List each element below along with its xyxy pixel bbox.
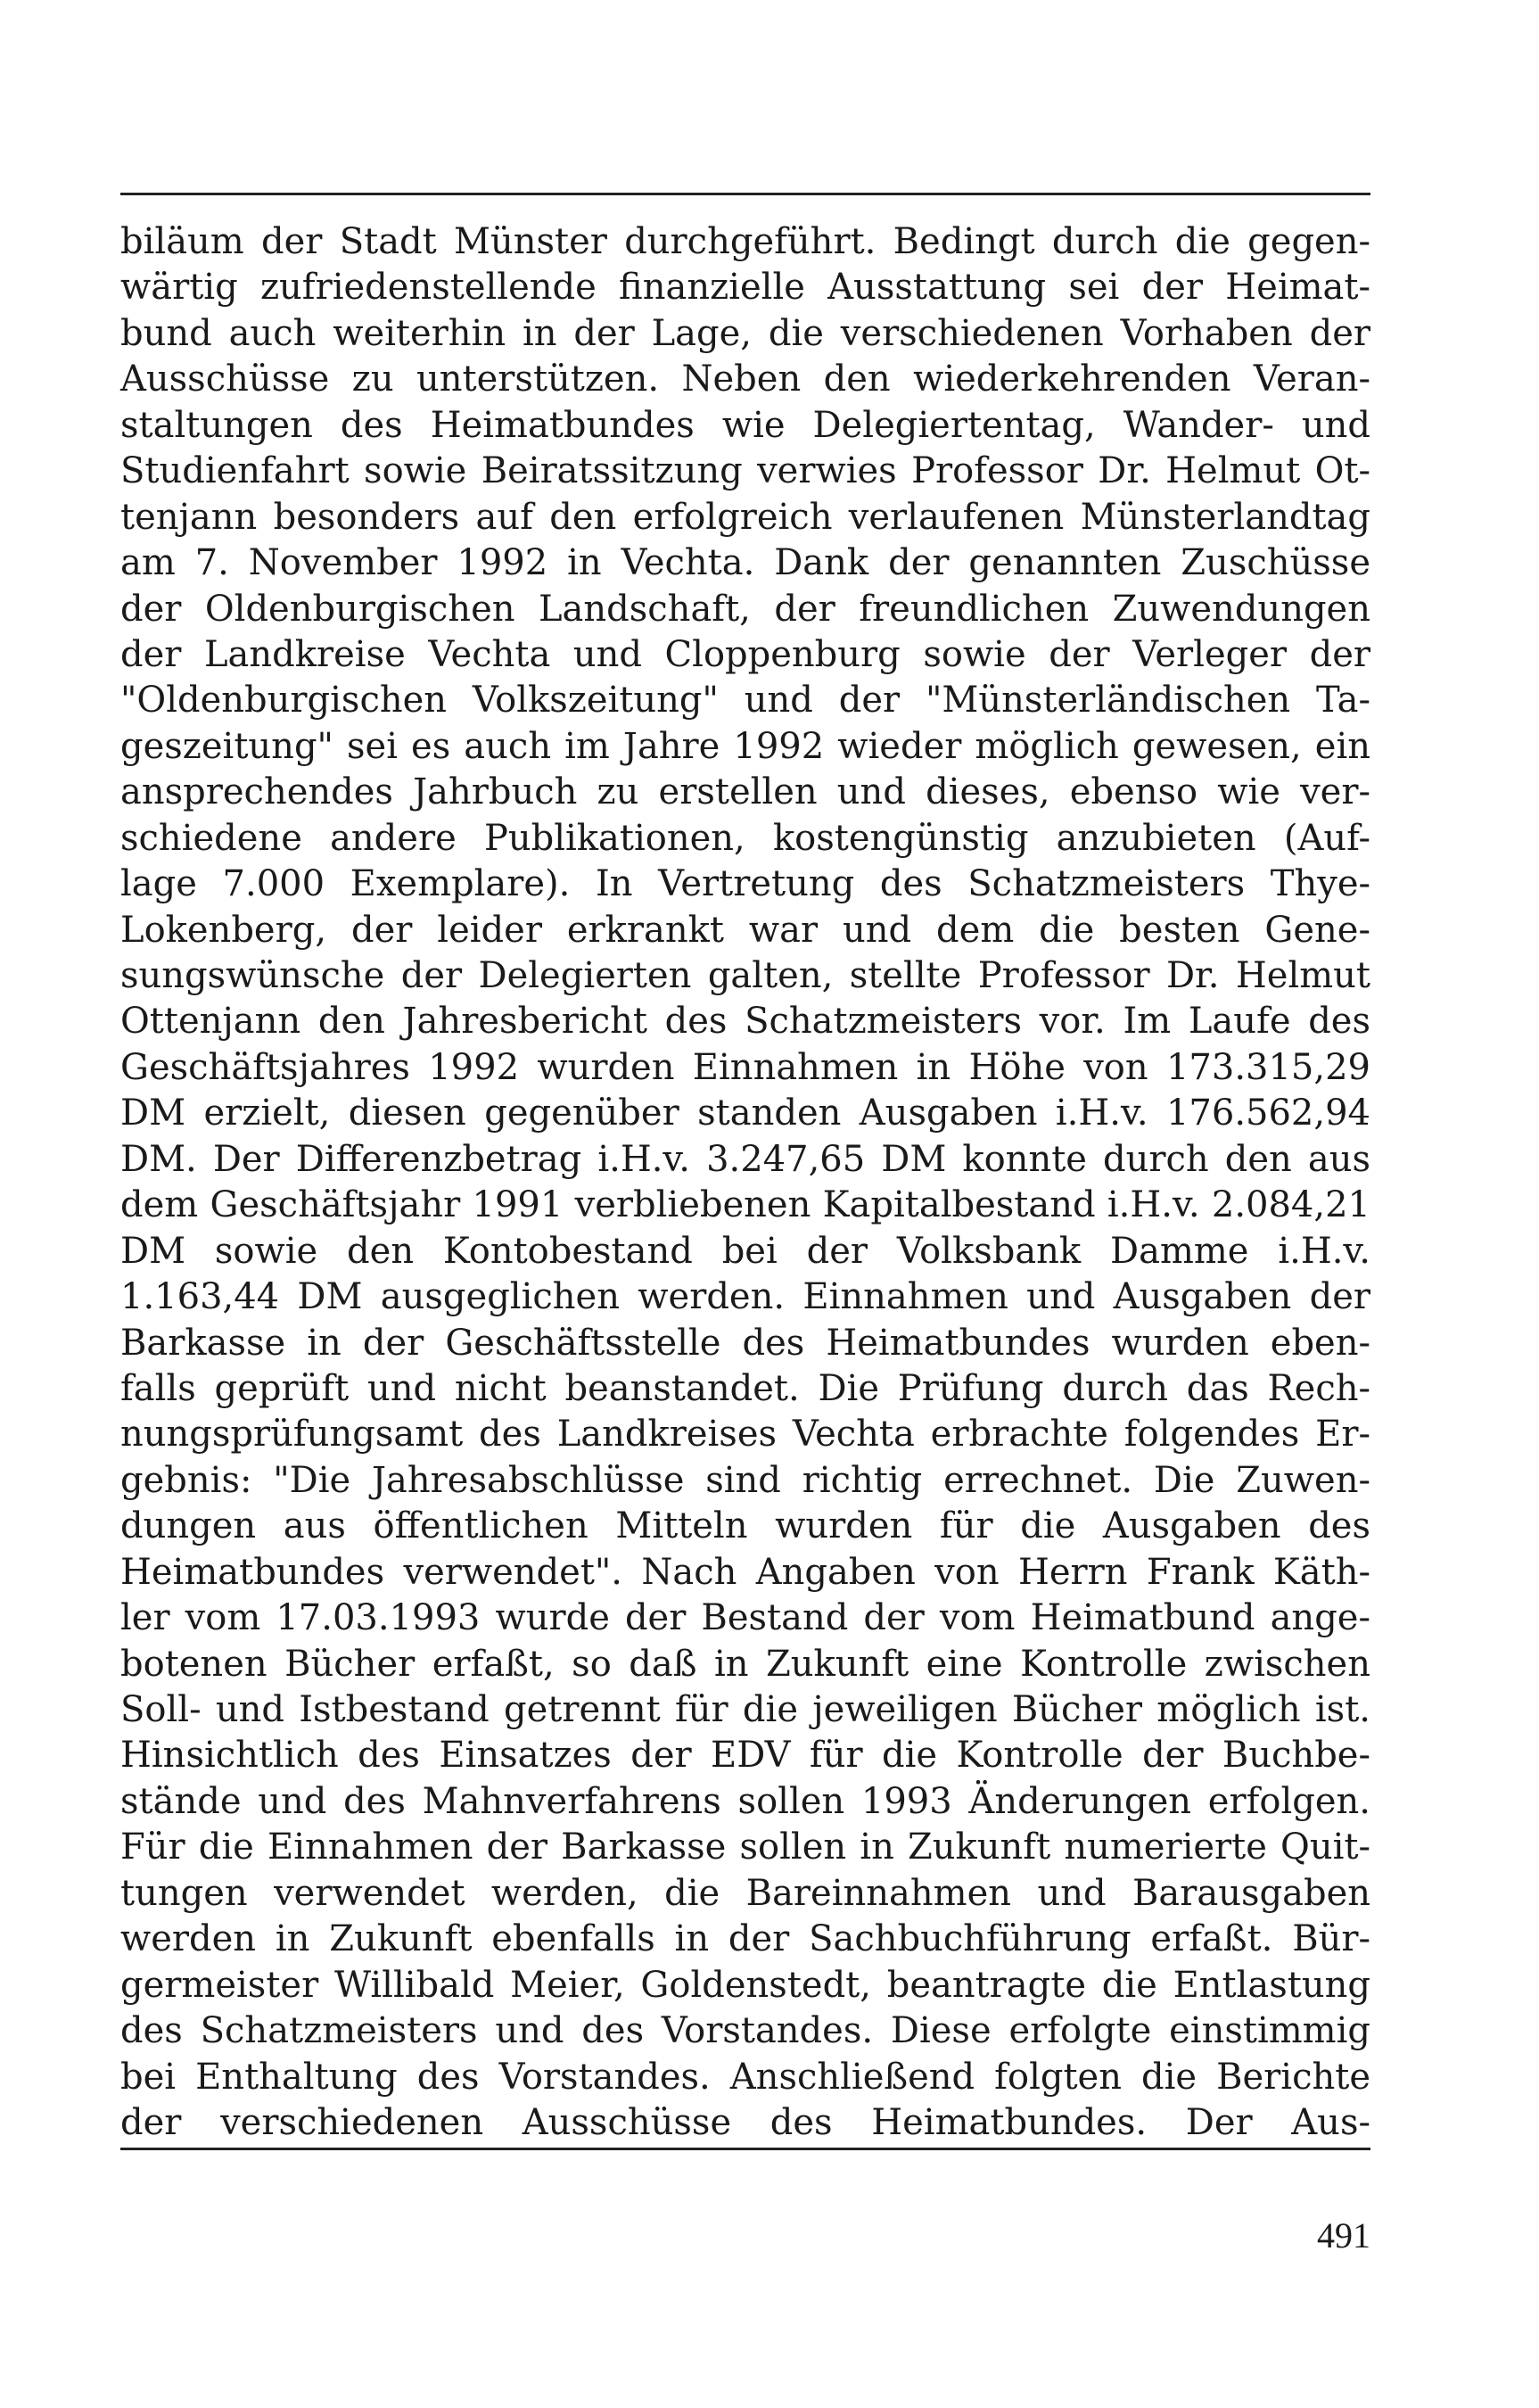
text-line: "Oldenburgischen Volkszeitung" und der "Münsterländischen Ta- <box>120 680 1370 722</box>
text-line: dem Geschäftsjahr 1991 verbliebenen Kapitalbestand i.H.v. 2.084,21 <box>120 1184 1370 1226</box>
text-line: des Schatzmeisters und des Vorstandes. Diese erfolgte einstimmig <box>120 2010 1370 2052</box>
text-line: biläum der Stadt Münster durchgeführt. Bedingt durch die gegen- <box>120 221 1370 262</box>
text-line: lage 7.000 Exemplare). In Vertretung des Schatzmeisters Thye- <box>120 863 1370 905</box>
text-line: Studienfahrt sowie Beiratssitzung verwies Professor Dr. Helmut Ot- <box>120 450 1370 492</box>
text-line: geszeitung" sei es auch im Jahre 1992 wieder möglich gewesen, ein <box>120 725 1370 767</box>
bottom-rule <box>120 2148 1370 2150</box>
text-line: stände und des Mahnverfahrens sollen 1993 Änderungen erfolgen. <box>120 1780 1370 1822</box>
text-line: am 7. November 1992 in Vechta. Dank der genannten Zuschüsse <box>120 542 1370 584</box>
text-line: Geschäftsjahres 1992 wurden Einnahmen in Höhe von 173.315,29 <box>120 1046 1370 1088</box>
text-line: tungen verwendet werden, die Bareinnahmen und Barausgaben <box>120 1872 1370 1914</box>
text-line: dungen aus öffentlichen Mitteln wurden für die Ausgaben des <box>120 1505 1370 1547</box>
text-line: Soll- und Istbestand getrennt für die jeweiligen Bücher möglich ist. <box>120 1689 1370 1730</box>
text-line: Hinsichtlich des Einsatzes der EDV für die Kontrolle der Buchbe- <box>120 1735 1370 1777</box>
text-line: Ausschüsse zu unterstützen. Neben den wiederkehrenden Veran- <box>120 359 1370 400</box>
text-line: der Landkreise Vechta und Cloppenburg sowie der Verleger der <box>120 633 1370 675</box>
text-line: der verschiedenen Ausschüsse des Heimatbundes. Der Aus- <box>120 2101 1370 2143</box>
text-line: bund auch weiterhin in der Lage, die verschiedenen Vorhaben der <box>120 312 1370 354</box>
text-line: Für die Einnahmen der Barkasse sollen in Zukunft numerierte Quit- <box>120 1827 1370 1868</box>
text-line: wärtig zufriedenstellende finanzielle Ausstattung sei der Heimat- <box>120 267 1370 309</box>
text-line: DM erzielt, diesen gegenüber standen Ausgaben i.H.v. 176.562,94 <box>120 1093 1370 1134</box>
text-line: der Oldenburgischen Landschaft, der freundlichen Zuwendungen <box>120 588 1370 630</box>
text-line: DM sowie den Kontobestand bei der Volksbank Damme i.H.v. <box>120 1230 1370 1272</box>
text-line: gebnis: "Die Jahresabschlüsse sind richtig errechnet. Die Zuwen- <box>120 1459 1370 1501</box>
page-number: 491 <box>1317 2215 1370 2255</box>
text-line: Lokenberg, der leider erkrankt war und dem die besten Gene- <box>120 909 1370 951</box>
text-line: DM. Der Differenzbetrag i.H.v. 3.247,65 DM konnte durch den aus <box>120 1138 1370 1180</box>
text-line: bei Enthaltung des Vorstandes. Anschließend folgten die Berichte <box>120 2056 1370 2098</box>
text-line: schiedene andere Publikationen, kostengünstig anzubieten (Auf- <box>120 817 1370 859</box>
text-line: staltungen des Heimatbundes wie Delegiertentag, Wander- und <box>120 404 1370 446</box>
text-line: Ottenjann den Jahresbericht des Schatzmeisters vor. Im Laufe des <box>120 1001 1370 1043</box>
text-line: sungswünsche der Delegierten galten, stellte Professor Dr. Helmut <box>120 955 1370 996</box>
text-line: ler vom 17.03.1993 wurde der Bestand der vom Heimatbund ange- <box>120 1597 1370 1639</box>
text-line: werden in Zukunft ebenfalls in der Sachbuchführung erfaßt. Bür- <box>120 1918 1370 1960</box>
text-line: Barkasse in der Geschäftsstelle des Heimatbundes wurden eben- <box>120 1322 1370 1364</box>
text-line: tenjann besonders auf den erfolgreich verlaufenen Münsterlandtag <box>120 496 1370 538</box>
text-line: ansprechendes Jahrbuch zu erstellen und dieses, ebenso wie ver- <box>120 771 1370 813</box>
text-line: 1.163,44 DM ausgeglichen werden. Einnahmen und Ausgaben der <box>120 1276 1370 1318</box>
body-text <box>120 219 1370 2146</box>
text-line: falls geprüft und nicht beanstandet. Die Prüfung durch das Rech- <box>120 1367 1370 1409</box>
text-line: germeister Willibald Meier, Goldenstedt, beantragte die Entlastung <box>120 1964 1370 2006</box>
text-line: nungsprüfungsamt des Landkreises Vechta erbrachte folgendes Er- <box>120 1414 1370 1456</box>
top-rule <box>120 193 1370 195</box>
text-line: Heimatbundes verwendet". Nach Angaben von Herrn Frank Käth- <box>120 1551 1370 1593</box>
text-line: botenen Bücher erfaßt, so daß in Zukunft eine Kontrolle zwischen <box>120 1643 1370 1685</box>
